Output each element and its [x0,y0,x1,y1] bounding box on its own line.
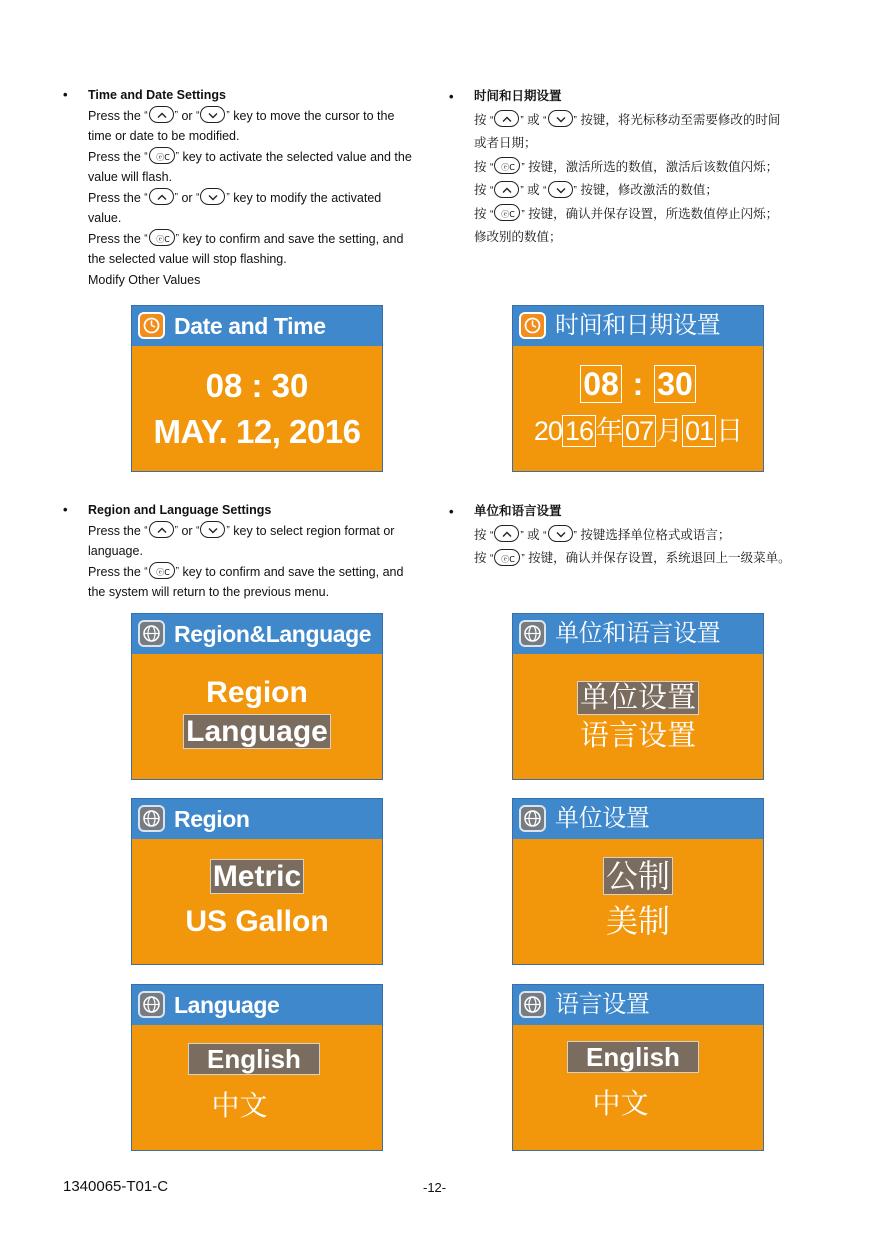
screen-title-bar [132,306,382,346]
date-value: 20 16 年 07 月 01 日 [533,416,743,446]
screen-title: 单位和语言设置 [555,620,721,647]
option-language-selected[interactable]: Language [186,715,328,748]
minute-field: 30 [654,365,696,403]
section-heading: 单位和语言设置 [474,504,562,518]
option-metric-selected[interactable]: Metric [212,860,302,893]
ok-key-icon [149,562,175,579]
svg-text:ⓔC: ⓔC [501,554,516,564]
option-us-gallon[interactable]: 美制 [605,903,670,939]
year-field: 16 [562,415,596,447]
option-language[interactable]: 语言设置 [579,720,696,752]
month-field: 07 [622,415,656,447]
time-value: 08 : 30 [513,364,763,404]
screen-title: Date and Time [174,313,326,339]
section-heading: 时间和日期设置 [474,89,562,103]
region-language-screen-cn [512,613,764,780]
screen-title: 时间和日期设置 [555,312,721,339]
down-chevron-icon [548,525,573,542]
region-language-instructions-en: • Region and Language Settings Press the “ ” or “ ” key to select region format or language. Press the “ ⓔC ” key to confirm and save the setting, and the system will return to the previous menu. [88,500,443,603]
up-chevron-icon [149,106,174,123]
svg-text:ⓔC: ⓔC [155,153,170,163]
option-us-gallon[interactable]: US Gallon [185,905,329,938]
up-chevron-icon [494,525,519,542]
screen-title-bar [513,306,763,346]
screen-title-bar [513,799,763,839]
down-chevron-icon [548,181,573,198]
date-time-screen-en [131,305,383,472]
time-value: 08 : 30 [205,367,309,404]
region-language-instructions-cn: • 单位和语言设置 按 “ ” 或 “ ” 按键选择单位格式或语言； 按 “ ⓔC ” 按键，确认并保存设置，系统退回上一级菜单。 [474,500,824,571]
screen-title-bar [513,985,763,1025]
language-screen-en [131,984,383,1151]
option-english-selected[interactable]: English [131,1043,382,1075]
svg-text:ⓔC: ⓔC [155,568,170,578]
svg-text:ⓔC: ⓔC [501,163,516,173]
ok-key-icon [149,147,175,164]
screen-title-bar [132,985,382,1025]
page-number: -12- [423,1180,447,1195]
screen-title: Region&Language [174,621,372,647]
date-time-screen-cn [512,305,764,472]
time-date-instructions-en: • Time and Date Settings Press the “ ” or “ ” key to move the cursor to the time or date to be modified. Press the “ ⓔC ” key to activate the selected value and the value will flash. Press the “ ” or “ ” key to modify the activated value. Press the “ ⓔC ” key to confirm and save the setting, and the selected value will stop flashing. Modify Other Values [88,85,443,290]
globe-icon [519,805,546,832]
ok-key-icon [494,157,520,174]
day-field: 01 [682,415,716,447]
globe-icon [519,620,546,647]
region-screen-en [131,798,383,965]
option-english-selected[interactable]: English [512,1041,763,1073]
up-chevron-icon [494,181,519,198]
down-chevron-icon [200,188,225,205]
option-metric-selected[interactable]: 公制 [605,858,670,894]
up-chevron-icon [149,521,174,538]
ok-key-icon [494,204,520,221]
globe-icon [138,805,165,832]
screen-title-bar [132,614,382,654]
option-region[interactable]: Region [206,676,308,709]
up-chevron-icon [149,188,174,205]
globe-icon [138,991,165,1018]
hour-field: 08 [580,365,622,403]
section-heading: Region and Language Settings [88,503,272,517]
screen-title: Language [174,992,280,1018]
region-language-screen-en [131,613,383,780]
section-heading: Time and Date Settings [88,88,226,102]
ok-key-icon [149,229,175,246]
language-screen-cn [512,984,764,1151]
clock-icon [519,312,546,339]
globe-icon [138,620,165,647]
up-chevron-icon [494,110,519,127]
down-chevron-icon [200,106,225,123]
option-chinese[interactable]: 中文 [211,1090,268,1121]
screen-title: Region [174,806,250,832]
region-screen-cn [512,798,764,965]
svg-text:ⓔC: ⓔC [155,235,170,245]
document-code: 1340065-T01-C [63,1178,169,1195]
time-date-instructions-cn: • 时间和日期设置 按 “ ” 或 “ ” 按键，将光标移动至需要修改的时间 或者日期； 按 “ ⓔC ” 按键，激活所选的数值，激活后该数值闪烁； 按 “ ” 或 “ ” 按键，修改激活的数值； 按 “ ⓔC ” 按键，确认并保存设置，所选数值停止闪烁； 修改别的数值； [474,85,824,250]
option-chinese[interactable]: 中文 [592,1088,649,1119]
clock-icon [138,312,165,339]
screen-title-bar [132,799,382,839]
date-value: MAY. 12, 2016 [153,413,361,450]
globe-icon [519,991,546,1018]
screen-title: 语言设置 [555,991,650,1018]
svg-text:ⓔC: ⓔC [501,210,516,220]
option-units-selected[interactable]: 单位设置 [579,682,696,714]
down-chevron-icon [200,521,225,538]
down-chevron-icon [548,110,573,127]
ok-key-icon [494,549,520,566]
screen-title-bar [513,614,763,654]
screen-title: 单位设置 [555,805,650,832]
